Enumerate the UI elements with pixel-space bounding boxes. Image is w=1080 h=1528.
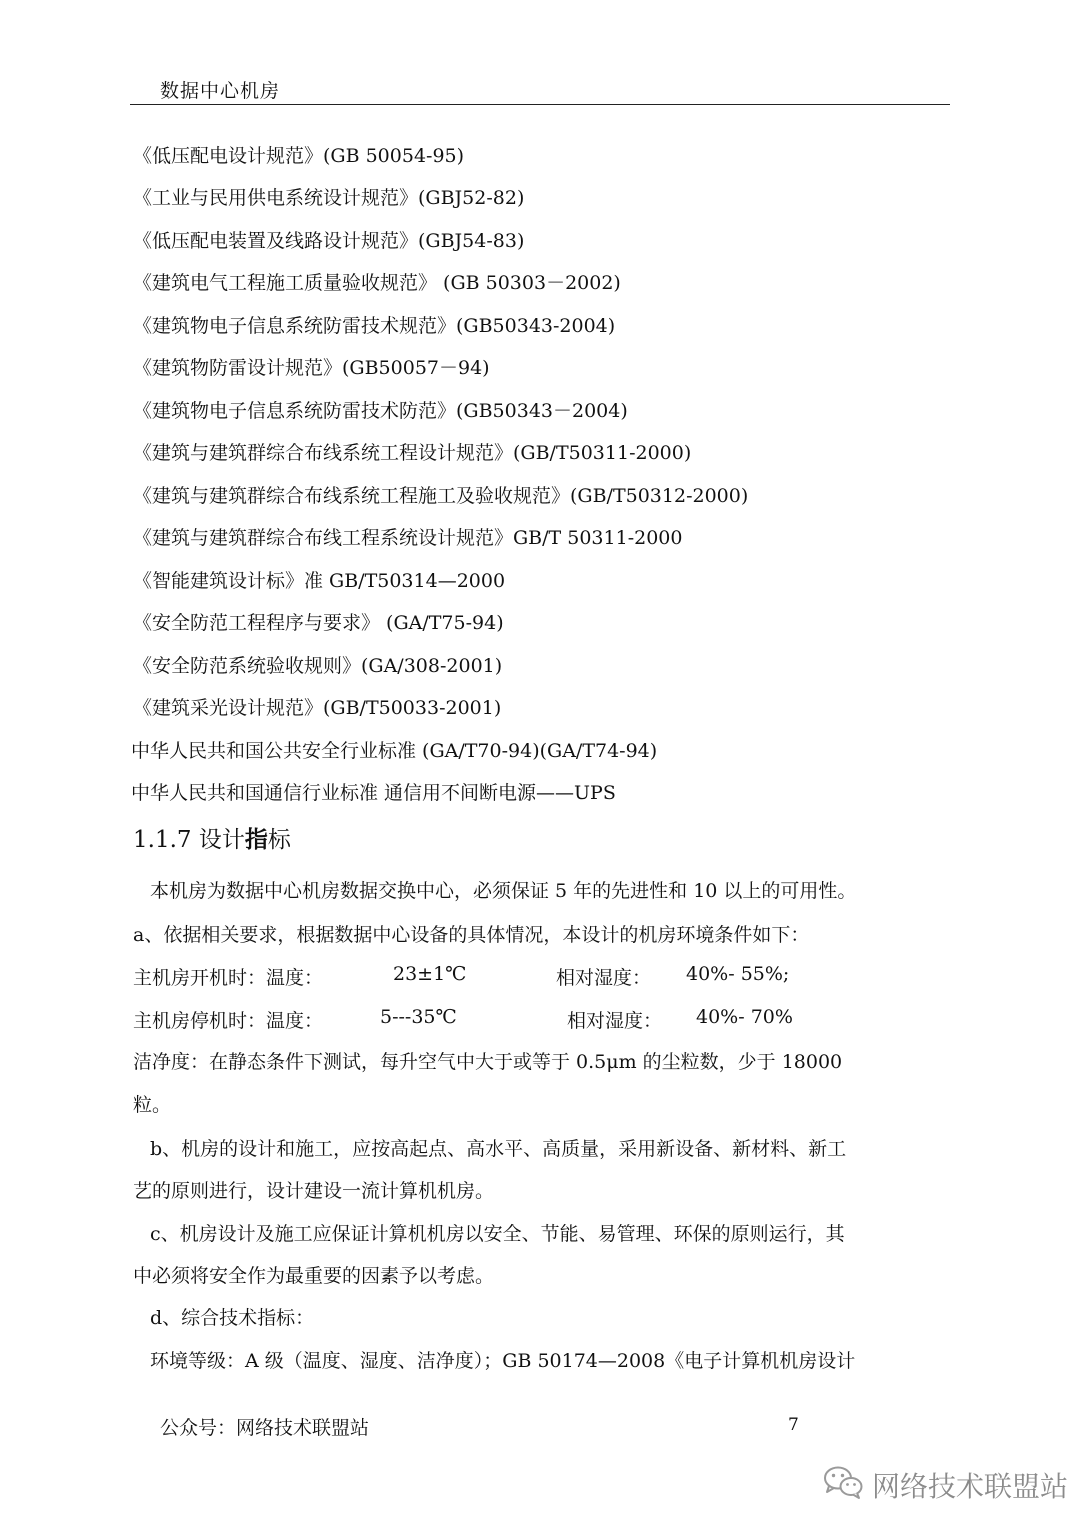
footer-text: 公众号：网络技术联盟站 [160,1417,370,1439]
reference-item: 《建筑与建筑群综合布线系统工程设计规范》(GB/T50311-2000) [133,442,692,464]
running-label: 主机房开机时：温度： [133,967,324,989]
stopped-label: 主机房停机时：温度： [133,1010,324,1032]
wechat-icon [822,1464,864,1507]
reference-item: 《建筑与建筑群综合布线系统工程施工及验收规范》(GB/T50312-2000) [133,485,749,507]
intro-paragraph: 本机房为数据中心机房数据交换中心，必须保证 5 年的先进性和 10 以上的可用性。 [150,880,857,902]
reference-item: 《建筑电气工程施工质量验收规范》 (GB 50303－2002) [133,272,621,294]
reference-item: 《安全防范系统验收规则》(GA/308-2001) [133,655,503,677]
header-rule [130,104,950,105]
section-heading [133,821,291,854]
reference-item: 《建筑物电子信息系统防雷技术防范》(GB50343－2004) [133,400,628,422]
item-d: d、综合技术指标： [150,1307,315,1329]
reference-item: 《建筑采光设计规范》(GB/T50033-2001) [133,697,502,719]
cleanliness-line-end: 粒。 [133,1094,172,1116]
header-title: 数据中心机房 [160,80,281,102]
reference-item: 中华人民共和国通信行业标准 通信用不间断电源——UPS [131,782,616,804]
reference-item: 《安全防范工程程序与要求》 (GA/T75-94) [133,612,504,634]
environment-grade: 环境等级：A 级（温度、湿度、洁净度）；GB 50174—2008《电子计算机机房设计 [150,1350,856,1372]
reference-item: 《智能建筑设计标》准 GB/T50314—2000 [133,570,506,592]
running-temp: 23±1℃ [393,963,467,985]
watermark-text: 网络技术联盟站 [872,1470,1069,1503]
watermark [822,1463,1068,1507]
reference-item: 《建筑物电子信息系统防雷技术规范》(GB50343-2004) [133,315,616,337]
section-title-part: 标 [267,827,291,853]
stopped-humidity: 40%- 70% [696,1006,793,1028]
section-title-part: 设计 [198,827,245,853]
page-number: 7 [788,1415,799,1435]
reference-item: 《低压配电装置及线路设计规范》(GBJ54-83) [133,230,525,252]
running-humidity: 40%- 55%; [686,963,790,985]
stopped-humidity-label: 相对湿度： [567,1010,663,1032]
section-number: 1.1.7 [133,827,192,853]
reference-item: 《低压配电设计规范》(GB 50054-95) [133,145,465,167]
stopped-temp: 5---35℃ [380,1006,457,1028]
cleanliness-line: 洁净度：在静态条件下测试，每升空气中大于或等于 0.5μm 的尘粒数，少于 18000 [133,1051,843,1073]
running-humidity-label: 相对湿度： [556,967,652,989]
reference-item: 《建筑与建筑群综合布线工程系统设计规范》GB/T 50311-2000 [133,527,683,549]
reference-item: 中华人民共和国公共安全行业标准 (GA/T70-94)(GA/T74-94) [131,740,658,762]
reference-item: 《工业与民用供电系统设计规范》(GBJ52-82) [133,187,525,209]
item-b-cont: 艺的原则进行，设计建设一流计算机机房。 [133,1180,495,1202]
reference-item: 《建筑物防雷设计规范》(GB50057－94) [133,357,490,379]
section-title-bold: 指 [244,827,268,853]
item-c-cont: 中必须将安全作为最重要的因素予以考虑。 [133,1265,495,1287]
item-a: a、依据相关要求，根据数据中心设备的具体情况，本设计的机房环境条件如下： [133,924,810,946]
item-c: c、机房设计及施工应保证计算机机房以安全、节能、易管理、环保的原则运行，其 [150,1223,845,1245]
item-b: b、机房的设计和施工，应按高起点、高水平、高质量，采用新设备、新材料、新工 [150,1138,847,1160]
